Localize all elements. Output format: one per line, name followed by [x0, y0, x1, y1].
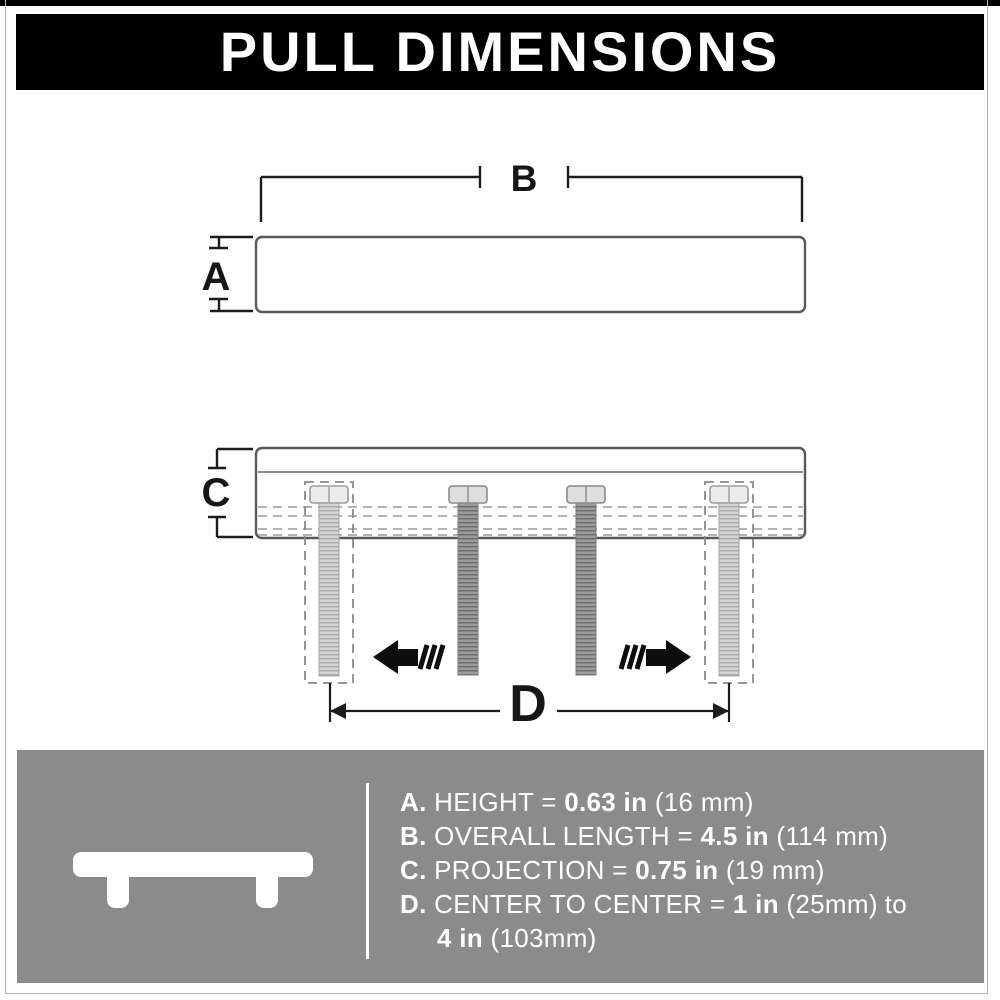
- pull-icon-leg-left: [107, 876, 129, 908]
- spec-metric: (25mm): [786, 889, 878, 919]
- dim-label-b: B: [510, 158, 538, 199]
- dim-d-arrowhead-left: [330, 703, 346, 719]
- spec-metric: (16 mm): [654, 787, 754, 817]
- spec-name: OVERALL LENGTH =: [434, 821, 694, 851]
- page-title: PULL DIMENSIONS: [219, 20, 781, 83]
- spec-name: CENTER TO CENTER =: [434, 889, 726, 919]
- arrow-right-icon: [621, 640, 691, 674]
- spec-value: 0.63 in: [564, 787, 648, 817]
- spec-row-center-to-center: [400, 887, 907, 921]
- spec-list: [400, 785, 907, 955]
- banner: [16, 14, 984, 90]
- specs-panel: [17, 750, 984, 983]
- spec-value: 4 in: [437, 923, 483, 953]
- spec-value: 1 in: [732, 889, 779, 919]
- spec-metric: (19 mm): [725, 855, 825, 885]
- spec-value: 4.5 in: [700, 821, 769, 851]
- spec-name: HEIGHT =: [434, 787, 557, 817]
- spec-letter: C.: [400, 855, 427, 885]
- pull-icon-bar: [73, 852, 313, 877]
- spec-row-center-to-center-continuation: [400, 921, 907, 955]
- spec-tail: to: [884, 889, 908, 919]
- panel-divider: [366, 783, 369, 959]
- dim-label-c: C: [201, 471, 231, 515]
- spec-letter: A.: [400, 787, 427, 817]
- spec-name: PROJECTION =: [434, 855, 628, 885]
- diagram-canvas: [0, 90, 1000, 750]
- spec-row-height: [400, 785, 907, 819]
- pull-icon-leg-right: [256, 876, 278, 908]
- spec-row-projection: [400, 853, 907, 887]
- dim-d-arrowhead-right: [713, 703, 729, 719]
- spec-value: 0.75 in: [635, 855, 719, 885]
- spec-row-overall-length: [400, 819, 907, 853]
- spec-letter: B.: [400, 821, 427, 851]
- pull-side-view: [256, 237, 805, 312]
- dim-label-d: D: [509, 675, 547, 733]
- spec-metric: (103mm): [490, 923, 597, 953]
- spec-letter: D.: [400, 889, 427, 919]
- spec-metric: (114 mm): [776, 821, 889, 851]
- dim-label-a: A: [201, 255, 231, 299]
- arrow-left-icon: [373, 640, 443, 674]
- pull-icon: [73, 852, 313, 910]
- dimension-diagram: [0, 90, 1000, 750]
